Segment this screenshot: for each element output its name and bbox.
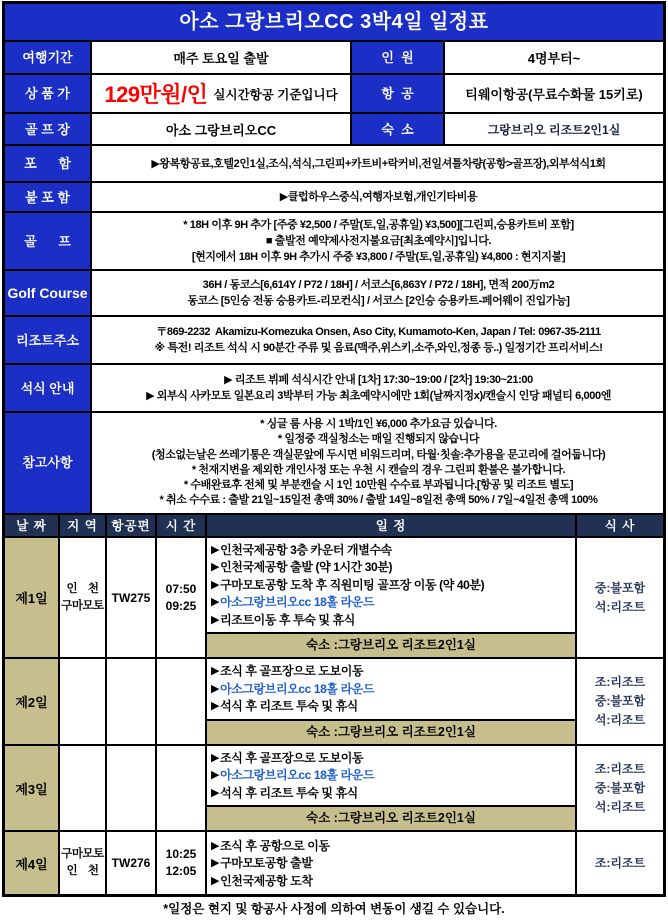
row-course-spec [5,269,663,315]
airline-value: 티웨이항공(무료수화물 15키로) [443,75,663,112]
golf-fees-line: ■ 출발전 예약제사전지불요금[최초예약시]입니다. [265,235,492,247]
flight-cell: TW275 [105,538,155,658]
region-line: 인 천 [66,865,99,878]
schedule-header-row [5,513,663,536]
row-dinner-info [5,363,663,411]
dinner-info-line: ▶ 리조트 뷔페 석식시간 안내 [1차] 17:30~19:00 / [2차] 19:30~21:00 [224,374,533,386]
header-itinerary: 일 정 [205,515,575,536]
time-line: 12:05 [165,864,197,879]
day-row-1 [5,536,663,658]
header-time: 시 간 [155,515,205,536]
price-amount: 129만원/인 [104,82,208,107]
resort-address-label: 리조트주소 [5,317,90,363]
header-flight: 항공편 [105,515,155,536]
bullet-arrow-icon: ▶ [211,578,220,591]
notes-line: * 일정중 객실청소는 매일 진행되지 않습니다 [277,433,480,446]
time-cell [155,659,205,744]
notes-label: 참고사항 [5,413,90,513]
meal-line: 석:리조트 [594,599,646,614]
golf-course-label: 골 프 장 [5,114,90,144]
header-region: 지 역 [58,515,105,536]
pax-value: 4명부터~ [443,42,663,73]
lodging-banner: 숙소 :그랑브리오 리조트2인1실 [207,805,575,830]
course-spec-line: 36H / 동코스[6,614Y / P72 / 18H] / 서코스[6,863Y / P72 / 18H], 면적 200万m2 [202,279,555,291]
bullet-arrow-icon: ▶ [211,543,220,556]
itinerary-cell [205,659,575,744]
bullet-arrow-icon: ▶ [211,613,220,626]
notes-line: * 천재지변을 제외한 개인사정 또는 우천 시 캔슬의 경우 그린피 환불은 불가합니다. [191,463,566,476]
excluded-line: ▶클럽하우스중식,여행자보험,개인기타비용 [279,191,478,203]
notes-line: (청소없는날은 쓰레기통은 객실문앞에 두시면 비워드리며, 타월·칫솔:추가용을 문고리에 걸어둡니다) [151,448,606,461]
meal-line: 중:불포함 [594,780,646,795]
time-cell [155,832,205,894]
bullet-arrow-icon: ▶ [211,874,220,887]
resort-address-line: 〒869-2232 Akamizu-Komezuka Onsen, Aso City, Kumamoto-Ken, Japan / Tel: 0967-35-2111 [156,326,601,338]
region-cell [58,832,105,894]
included-label: 포 함 [5,146,90,181]
excluded-content [90,183,663,211]
itinerary-line: ▶ 리조트이동 후 투숙 및 휴식 [211,612,573,630]
course-spec-line: 동코스 [5인승 전동 승용카트-리모컨식] / 서코스 [2인승 승용카트-페어웨이 진입가능] [187,295,570,307]
time-cell [155,746,205,831]
notes-line: * 취소 수수료 : 출발 21일~15일전 총액 30% / 출발 14일~8일전 총액 50% / 7일~4일전 총액 100% [159,494,598,507]
bullet-arrow-icon: ▶ [211,786,220,799]
price-value [90,75,350,112]
region-cell [58,746,105,831]
travel-period-label: 여행기간 [5,42,90,73]
flight-cell [105,659,155,744]
bullet-arrow-icon: ▶ [211,857,220,870]
time-line: 10:25 [165,847,197,862]
airline-label: 항 공 [350,75,443,112]
golf-fees-line: * 18H 이후 9H 추가 [주중 ¥2,500 / 주말(토,일,공휴일) ¥3,500][그린피,승용카트비 포함] [183,219,574,231]
flight-cell: TW276 [105,832,155,894]
day-label: 제3일 [5,746,58,831]
bullet-arrow-icon: ▶ [211,596,220,609]
row-notes [5,411,663,513]
page-title: 아소 그랑브리오CC 3박4일 일정표 [5,4,663,40]
itinerary-line-round: ▶ 아소그랑브리오cc 18홀 라운드 [211,681,573,699]
meal-line: 중:불포함 [594,694,646,709]
row-golf-fees [5,211,663,269]
included-line: ▶왕복항공료,호텔2인1실,조식,석식,그린피+카트비+락커비,전일셔틀차량(공항>골프장),외부석식1회 [151,157,606,170]
itinerary-line: ▶ 인천국제공항 출발 (약 1시간 30분) [211,559,573,577]
golf-course-value: 아소 그랑브리오CC [90,114,350,144]
notes-content [90,413,663,513]
travel-period-value: 매주 토요일 출발 [90,42,350,73]
footer-note: *일정은 현지 및 항공사 사정에 의하여 변동이 생길 수 있습니다. [163,902,505,917]
itinerary-line: ▶ 조식 후 공항으로 이동 [211,838,573,856]
course-spec-content [90,271,663,315]
included-content [90,146,663,181]
day-row-4 [5,830,663,894]
itinerary-line: ▶ 석식 후 리조트 투숙 및 휴식 [211,785,573,803]
bullet-arrow-icon: ▶ [211,700,220,713]
bullet-arrow-icon: ▶ [211,665,220,678]
region-line: 인 천 [66,582,99,595]
region-cell [58,659,105,744]
itinerary-line: ▶ 석식 후 리조트 투숙 및 휴식 [211,698,573,716]
meal-line: 석:리조트 [594,799,646,814]
itinerary-table [2,1,666,897]
info-row-course [5,112,663,144]
price-note: 실시간항공 기준입니다 [213,87,338,102]
itinerary-line: ▶ 조식 후 골프장으로 도보이동 [211,663,573,681]
day-label: 제4일 [5,832,58,894]
day-label: 제2일 [5,659,58,744]
bullet-arrow-icon: ▶ [211,751,220,764]
meals-cell [575,538,663,658]
golf-fees-label: 골 프 [5,213,90,269]
lodging-banner: 숙소 :그랑브리오 리조트2인1실 [207,719,575,744]
resort-address-content [90,317,663,363]
meals-cell [575,746,663,831]
meal-line: 석:리조트 [594,713,646,728]
header-meals: 식 사 [575,515,663,536]
itinerary-line: ▶ 구마모토공항 도착 후 직원미팅 골프장 이동 (약 40분) [211,577,573,595]
time-line: 09:25 [165,598,197,613]
golf-fees-line: [현지에서 18H 이후 9H 추가시 주중 ¥3,800 / 주말(토,일,공휴일) ¥4,800 : 현지지불] [191,251,566,263]
price-label: 상 품 가 [5,75,90,112]
day-row-3 [5,744,663,831]
bullet-arrow-icon: ▶ [211,561,220,574]
time-line: 07:50 [165,581,197,596]
meal-line: 중:불포함 [594,580,646,595]
flight-cell [105,746,155,831]
course-spec-label: Golf Course [5,271,90,315]
dinner-info-content [90,365,663,411]
pax-label: 인 원 [350,42,443,73]
itinerary-line: ▶ 인천국제공항 3층 카운터 개별수속 [211,542,573,560]
itinerary-cell [205,538,575,658]
itinerary-line: ▶ 인천국제공항 도착 [211,873,573,891]
time-cell [155,538,205,658]
day-row-2 [5,657,663,744]
meal-line: 조:리조트 [594,855,646,870]
row-resort-address [5,315,663,363]
resort-address-line: ※ 특전! 리조트 석식 시 90분간 주류 및 음료(맥주,위스키,소주,와인,정종 등..) 일정기간 프리서비스! [154,342,603,354]
lodging-banner: 숙소 :그랑브리오 리조트2인1실 [207,632,575,657]
info-row-period [5,40,663,73]
bullet-arrow-icon: ▶ [211,839,220,852]
region-line: 구마모토 [61,599,104,612]
itinerary-line: ▶ 구마모토공항 출발 [211,855,573,873]
itinerary-cell [205,746,575,831]
itinerary-line-round: ▶ 아소그랑브리오cc 18홀 라운드 [211,767,573,785]
region-line: 구마모토 [61,848,104,861]
itinerary-line: ▶ 조식 후 골프장으로 도보이동 [211,750,573,768]
day-label: 제1일 [5,538,58,658]
excluded-label: 불 포 함 [5,183,90,211]
header-date: 날 짜 [16,519,47,534]
meals-cell [575,832,663,894]
lodging-label: 숙 소 [350,114,443,144]
bullet-arrow-icon: ▶ [211,682,220,695]
row-excluded [5,181,663,211]
dinner-info-label: 석식 안내 [5,365,90,411]
itinerary-line-round: ▶ 아소그랑브리오cc 18홀 라운드 [211,594,573,612]
meals-cell [575,659,663,744]
meal-line: 조:리조트 [594,761,646,776]
notes-line: * 수배완료후 전체 및 부분캔슬 시 1인 10만원 수수료 부과됩니다.[항공 및 리조트 별도] [183,479,574,492]
region-cell [58,538,105,658]
itinerary-cell [205,832,575,894]
bullet-arrow-icon: ▶ [211,769,220,782]
meal-line: 조:리조트 [594,675,646,690]
row-included [5,144,663,181]
dinner-info-line: ▶ 외부식 사카모토 일본요리 3박부터 가능 최초예약시에만 1회(날짜지정x)/캔슬시 인당 패널티 6,000엔 [146,390,611,402]
lodging-value: 그랑브리오 리조트2인1실 [443,114,663,144]
info-row-price [5,73,663,112]
golf-fees-content [90,213,663,269]
notes-line: * 싱글 룸 사용 시 1박/1인 ¥6,000 추가요금 있습니다. [260,418,497,430]
